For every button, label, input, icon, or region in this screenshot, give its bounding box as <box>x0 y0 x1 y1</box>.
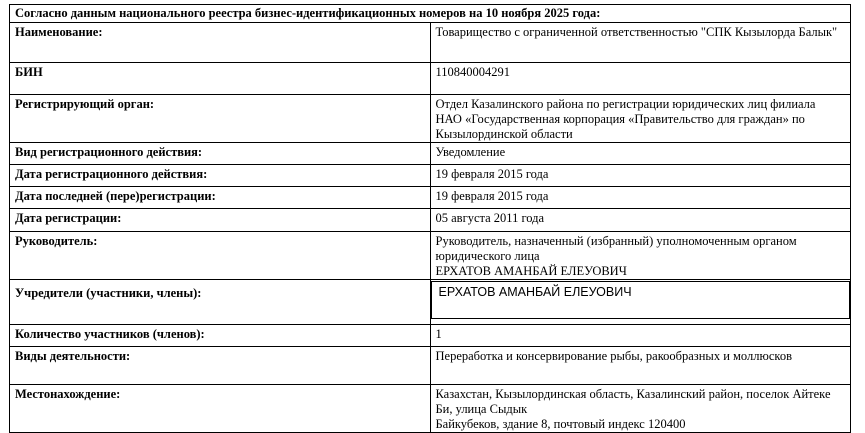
director-value <box>430 232 851 280</box>
table-row <box>10 232 851 280</box>
founders-value: ЕРХАТОВ АМАНБАЙ ЕЛЕУОВИЧ <box>438 285 632 299</box>
table-row <box>10 325 851 347</box>
last-registration-date-label: Дата последней (пере)регистрации: <box>10 187 431 209</box>
registration-action-date-value: 19 февраля 2015 года <box>430 165 851 187</box>
table-row <box>10 209 851 232</box>
registration-action-type-value: Уведомление <box>430 143 851 165</box>
registration-date-value: 05 августа 2011 года <box>430 209 851 232</box>
table-row <box>10 143 851 165</box>
table-row <box>10 95 851 143</box>
name-label: Наименование: <box>10 23 431 63</box>
table-row <box>10 280 851 325</box>
table-row <box>10 23 851 63</box>
registration-action-date-label: Дата регистрационного действия: <box>10 165 431 187</box>
registration-date-label: Дата регистрации: <box>10 209 431 232</box>
bin-label: БИН <box>10 63 431 95</box>
members-count-label: Количество участников (членов): <box>10 325 431 347</box>
table-row <box>10 385 851 433</box>
registry-header: Согласно данным национального реестра бизнес-идентификационных номеров на 10 ноября 2025 года: <box>10 5 851 23</box>
founders-value-cell <box>430 280 851 325</box>
table-row <box>10 165 851 187</box>
registering-authority-value: Отдел Казалинского района по регистрации юридических лиц филиала НАО «Государственная корпорация «Правительство для граждан» по Кызылординской области <box>430 95 851 143</box>
table-row <box>10 187 851 209</box>
header-row <box>10 5 851 23</box>
founders-box <box>431 281 851 319</box>
registry-table <box>9 4 851 433</box>
members-count-value: 1 <box>430 325 851 347</box>
activity-value: Переработка и консервирование рыбы, ракообразных и моллюсков <box>430 347 851 385</box>
director-name: ЕРХАТОВ АМАНБАЙ ЕЛЕУОВИЧ <box>435 264 627 278</box>
location-label: Местонахождение: <box>10 385 431 433</box>
activity-label: Виды деятельности: <box>10 347 431 385</box>
table-row <box>10 347 851 385</box>
last-registration-date-value: 19 февраля 2015 года <box>430 187 851 209</box>
director-role: Руководитель, назначенный (избранный) уполномоченным органом юридического лица <box>435 234 797 263</box>
registering-authority-label: Регистрирующий орган: <box>10 95 431 143</box>
table-row <box>10 63 851 95</box>
name-value: Товарищество с ограниченной ответственностью "СПК Кызылорда Балык" <box>430 23 851 63</box>
location-line-1: Казахстан, Кызылординская область, Казалинский район, поселок Айтеке Би, улица Сыдык <box>435 387 831 416</box>
registration-action-type-label: Вид регистрационного действия: <box>10 143 431 165</box>
location-value <box>430 385 851 433</box>
founders-label: Учредители (участники, члены): <box>10 280 431 325</box>
director-label: Руководитель: <box>10 232 431 280</box>
bin-value: 110840004291 <box>430 63 851 95</box>
location-line-2: Байкубеков, здание 8, почтовый индекс 120400 <box>435 417 686 431</box>
